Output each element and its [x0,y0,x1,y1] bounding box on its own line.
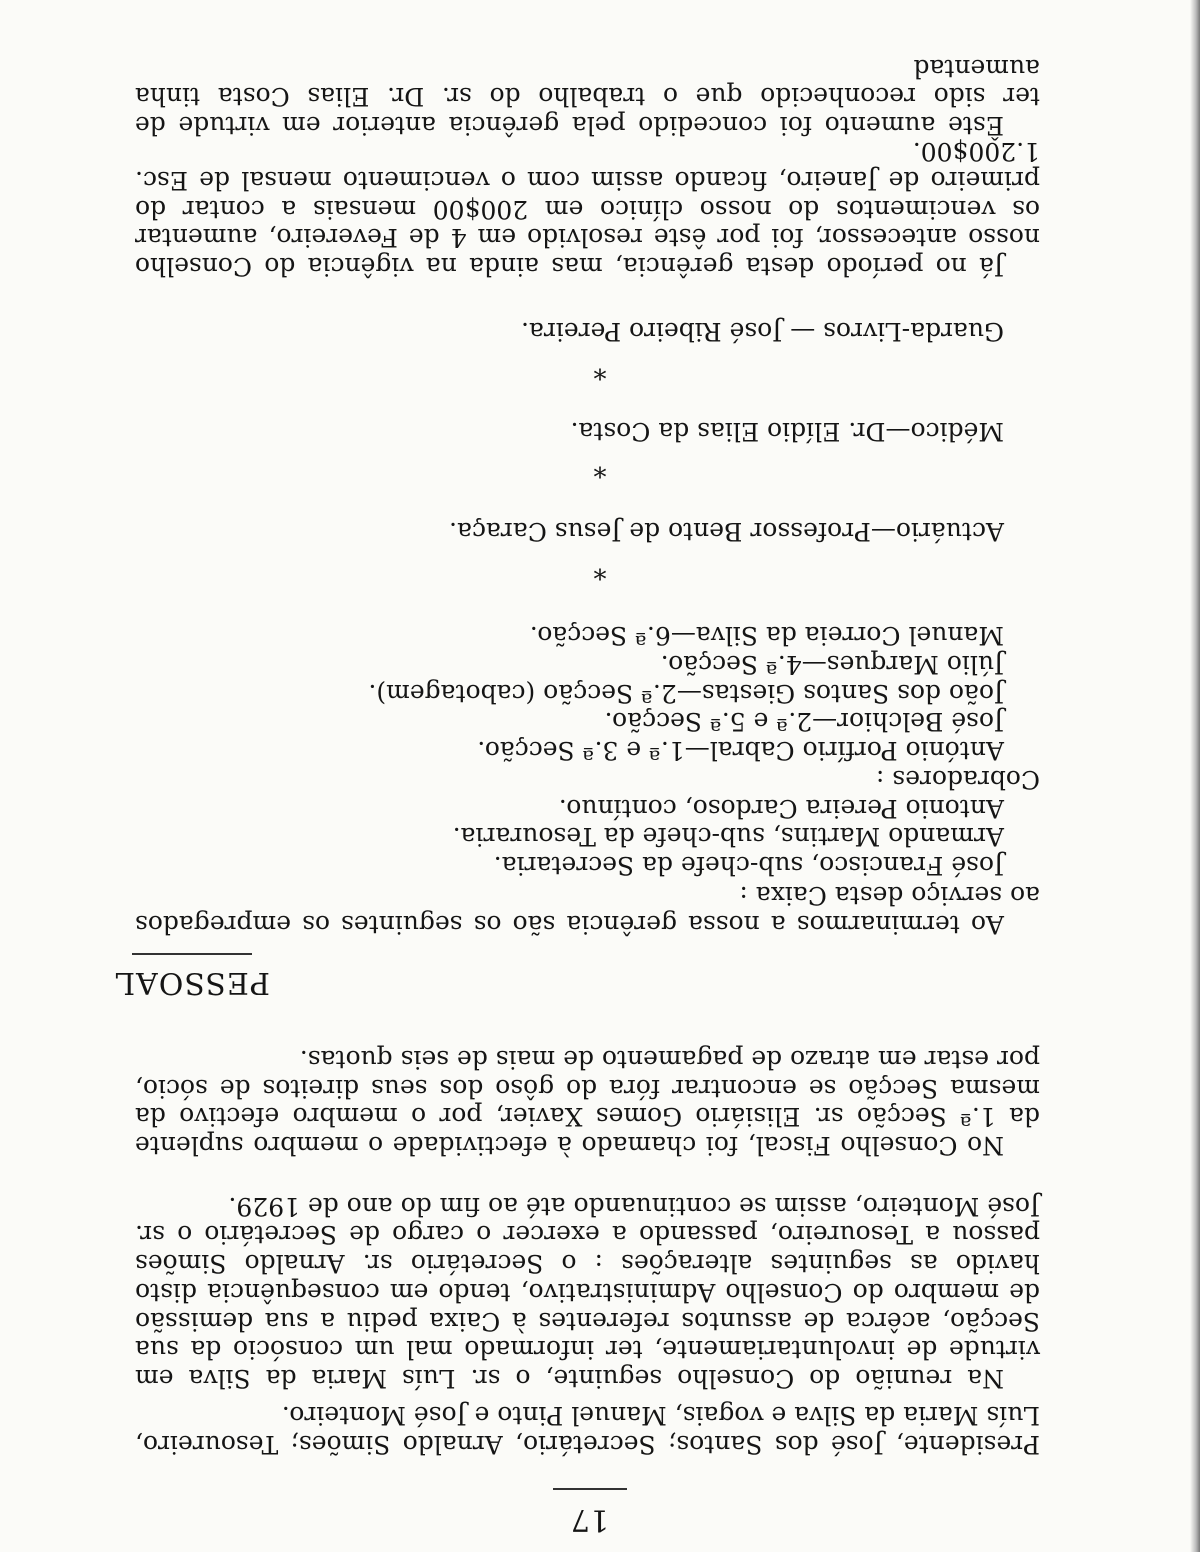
actuary-line: Actuário—Professor Bento de Jesus Caraça. [449,517,1004,546]
salary-increase-paragraph: Já no período desta gerência, mas ainda na vigência do Conselho nosso antecessor, foi por êste resolvido em 4 de Fevereiro, aumentar os vencimentos do nosso clínico em 200$00 mensais a contar do primeiro de Janeiro, ficando assim com o vencimento mensal de Esc. 1.200$00. [135,137,1040,281]
collector-item: Júlio Marques—4.ª Secção. [660,650,1004,680]
separator-asterisk: * [593,554,607,584]
meeting-changes-paragraph: Na reunião do Conselho seguinte, o sr. Luís Maria da Silva em virtude de involuntariamente, ter informado mal um consócio da sua Secção, acêrca de assuntos referentes à Caixa pediu a sua demissão de membro do Conselho Administrativo, tendo em consequência disto havido as seguintes alterações : o Secretário sr. Arnaldo Simões passou a Tesoureiro, passando a exercer o cargo de Secretário o sr. José Monteiro, assim se continuando até ao fim do ano de 1929. [135,1191,1040,1393]
collectors-label: Cobradores : [875,764,1040,794]
heading-rule [132,953,252,955]
collector-item: António Porfírio Cabral—1.ª e 3.ª Secção. [477,736,1004,766]
raise-paragraph-block [135,53,1040,139]
staff-intro-block [135,881,1040,938]
separator-asterisk: * [593,354,607,384]
staff-intro-paragraph: Ao terminarmos a nossa gerência são os seguintes os empregados ao serviço desta Caixa : [135,881,1040,939]
staff-item: Antonio Pereira Cardoso, contínuo. [558,793,1004,823]
salary-paragraph-block [135,136,1040,280]
staff-item: José Francisco, sub-chefe da Secretaria. [493,851,1004,880]
section-heading: PESSOAL [114,965,270,1000]
fiscal-paragraph-block [135,1044,1040,1159]
page-number-rule [553,1488,627,1490]
bookkeeper-line: Guarda-Livros — José Ribeiro Pereira. [521,317,1004,346]
doctor-line: Médico—Dr. Elídio Elias da Costa. [570,417,1004,446]
scan-edge-shadow [1190,0,1200,1552]
collector-item: José Belchior—2.ª e 5.ª Secção. [604,707,1004,737]
raise-reason-paragraph: Êste aumento foi concedido pela gerência anterior em virtude de ter sido reconhecido que o trabalho do sr. Dr. Elias Costa tinha aumentad [135,53,1040,140]
collector-item: João dos Santos Giestas—2.ª Secção (cabotagem). [368,678,1004,708]
staff-item: Armando Martins, sub-chefe da Tesouraria. [452,822,1004,852]
staff-list [135,621,1040,879]
page-number: 17 [570,1502,610,1537]
fiscal-council-paragraph: No Conselho Fiscal, foi chamado à efectividade o membro suplente da 1.ª Secção sr. Elisiário Gomes Xavier, por o membro efectivo da mesma Secção se encontrar fóra do gôso dos seus direitos de sócio, por estar em atrazo de pagamento de mais de seis quotas. [135,1044,1040,1160]
collector-item: Manuel Correia da Silva—6.ª Secção. [529,621,1004,651]
board-paragraph-block [135,1401,1040,1458]
separator-asterisk: * [593,452,607,482]
meeting-paragraph-block [135,1191,1040,1392]
board-composition-paragraph: Presidente, José dos Santos; Secretário, Arnaldo Simões; Tesoureiro, Luís Maria da Silva e vogais, Manuel Pinto e José Monteiro. [135,1401,1040,1459]
